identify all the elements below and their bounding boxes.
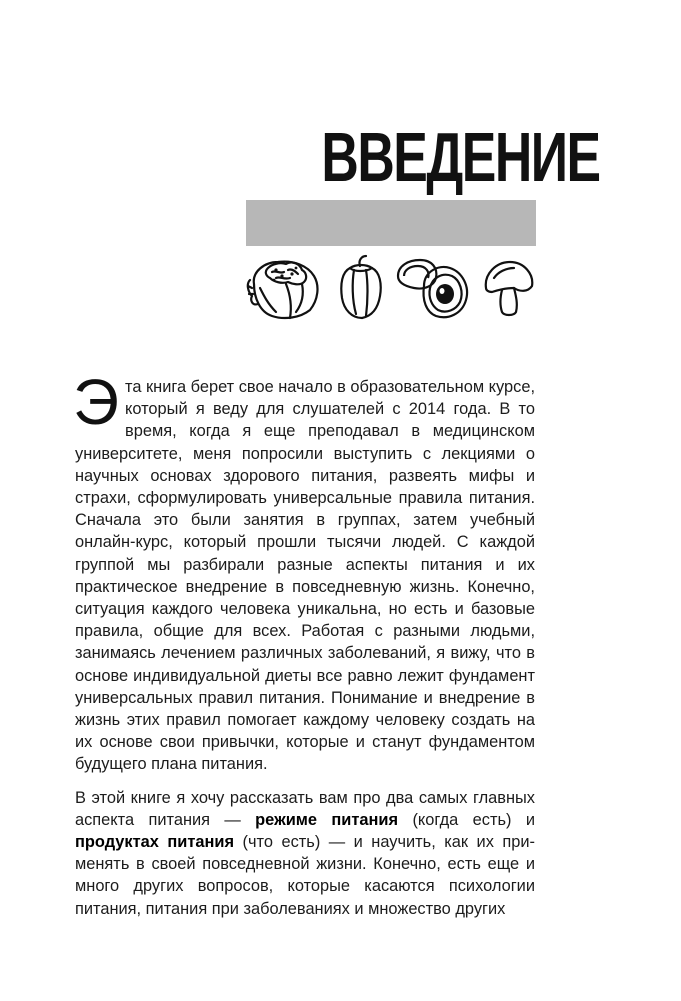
emphasis-food-products: продуктах питания (75, 833, 235, 852)
pepper-icon (338, 254, 384, 322)
cabbage-icon (246, 254, 324, 322)
paragraph-2 (75, 787, 535, 920)
emphasis-meal-regime: режиме питания (255, 810, 399, 829)
title-underline-bar (246, 200, 536, 246)
drop-cap: Э (73, 366, 119, 438)
paragraph-2-part-3: (что есть) — и научить, как их применять в своей повседневной жизни. Конечно, есть еще и много других вопросов, которые касаются психологии питания, питания при заболеваниях и множество других (75, 833, 535, 918)
mushroom-icon (480, 254, 536, 322)
paragraph-2-part-2: (когда есть) и (398, 810, 536, 829)
paragraph-1-text: та книга берет свое начало в образовательном курсе, который я веду для слушателей с 2014 года. В то время, когда я еще преподавал в медицинском университете, меня попросили выступить с лекциями о научных основах здорового питания, развеять мифы и страхи, сформулировать универсальные правила питания. Сначала это были занятия в группах, затем учебный онлайн-курс, который прошли тысячи людей. С каждой группой мы разбирали разные аспекты питания и их практическое внедрение в повседневную жизнь. Конечно, ситуация каждого человека уникальна, но есть и базовые правила, общие для всех. Работая с разными людьми, занимаясь лечением различных заболеваний, я вижу, что в основе индивидуальной диеты все равно лежит фундамент универсальных правил питания. Понимание и внедрение в жизнь этих правил помогает каждому человеку создать на их основе свои привычки, которые и станут фундаментом будущего плана питания. (75, 378, 535, 774)
paragraph-2-part-1: В этой книге я хочу рассказать вам про два самых главных аспекта питания — (75, 788, 535, 829)
paragraph-1 (73, 366, 535, 776)
chapter-title: ВВЕДЕНИЕ (321, 118, 600, 196)
vegetable-illustrations (244, 254, 534, 324)
body-text (73, 366, 536, 920)
avocado-icon (394, 254, 472, 322)
